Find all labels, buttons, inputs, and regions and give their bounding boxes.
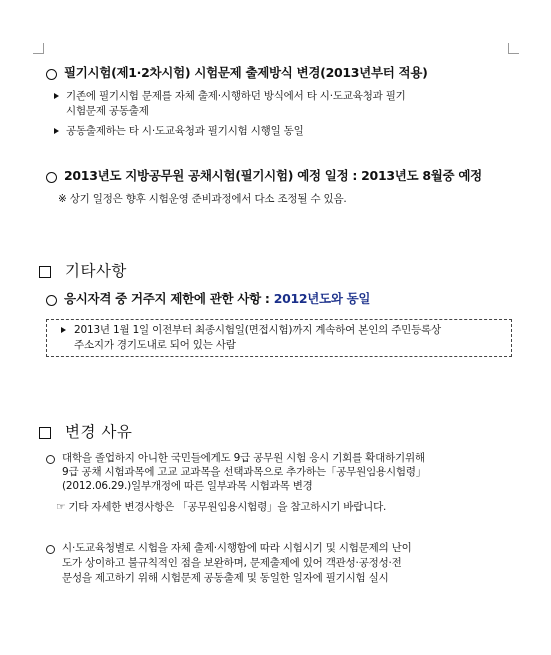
- section-heading: 변경 사유: [65, 423, 133, 441]
- bullet-text: 기존에 필기시험 문제를 자체 출제·시행하던 방식에서 타 시·도교육청과 필기: [66, 90, 406, 102]
- page-corner-mark-left: [33, 43, 44, 54]
- circle-bullet-icon: [46, 295, 57, 306]
- circle-bullet-icon: [46, 69, 57, 80]
- reason-text: 대학을 졸업하지 아니한 국민들에게도 9급 공무원 시험 응시 기회를 확대하기위해: [62, 452, 425, 464]
- residency-title-text: 응시자격 중 거주지 제한에 관한 사항 :: [64, 291, 274, 306]
- box-text: 주소지가 경기도내로 되어 있는 사람: [74, 339, 236, 351]
- item-title-residency: [64, 293, 370, 306]
- note-text: ※ 상기 일정은 향후 시험운영 준비과정에서 다소 조정될 수 있음.: [58, 193, 347, 205]
- reason-text: 시·도교육청별로 시험을 자체 출제·시행함에 따라 시험시기 및 시험문제의 난이: [62, 542, 412, 554]
- square-bullet-icon: [39, 266, 51, 278]
- residency-title-highlight: 2012년도와 동일: [273, 291, 371, 306]
- square-bullet-icon: [39, 427, 51, 439]
- circle-bullet-icon: [46, 545, 55, 554]
- item-title-schedule: 2013년도 지방공무원 공채시험(필기시험) 예정 일정 : 2013년도 8월중 예정: [64, 168, 482, 183]
- section-heading: 기타사항: [65, 262, 127, 280]
- circle-bullet-icon: [46, 455, 55, 464]
- reason-text: 9급 공채 시험과목에 고교 교과목을 선택과목으로 추가하는「공무원임용시험령」: [62, 466, 427, 478]
- reference-note: ☞ 기타 자세한 변경사항은 「공무원임용시험령」을 참고하시기 바랍니다.: [56, 501, 387, 513]
- reason-text: (2012.06.29.)일부개정에 따른 일부과목 시험과목 변경: [62, 480, 313, 492]
- circle-bullet-icon: [46, 172, 57, 183]
- triangle-bullet-icon: [61, 327, 66, 333]
- item-title-exam-format: 필기시험(제1·2차시험) 시험문제 출제방식 변경(2013년부터 적용): [64, 65, 428, 80]
- reason-text: 문성을 제고하기 위해 시험문제 공동출제 및 동일한 일자에 필기시험 실시: [62, 572, 389, 584]
- reason-text: 도가 상이하고 불규칙적인 점을 보완하며, 문제출제에 있어 객관성·공정성·전: [62, 557, 402, 569]
- box-text: 2013년 1월 1일 이전부터 최종시험일(면접시험)까지 계속하여 본인의 주민등록상: [74, 324, 441, 336]
- page-corner-mark-right: [508, 43, 519, 54]
- bullet-text: 시험문제 공동출제: [66, 105, 149, 117]
- triangle-bullet-icon: [54, 128, 59, 134]
- bullet-text: 공동출제하는 타 시·도교육청과 필기시험 시행일 동일: [66, 125, 304, 137]
- triangle-bullet-icon: [54, 93, 59, 99]
